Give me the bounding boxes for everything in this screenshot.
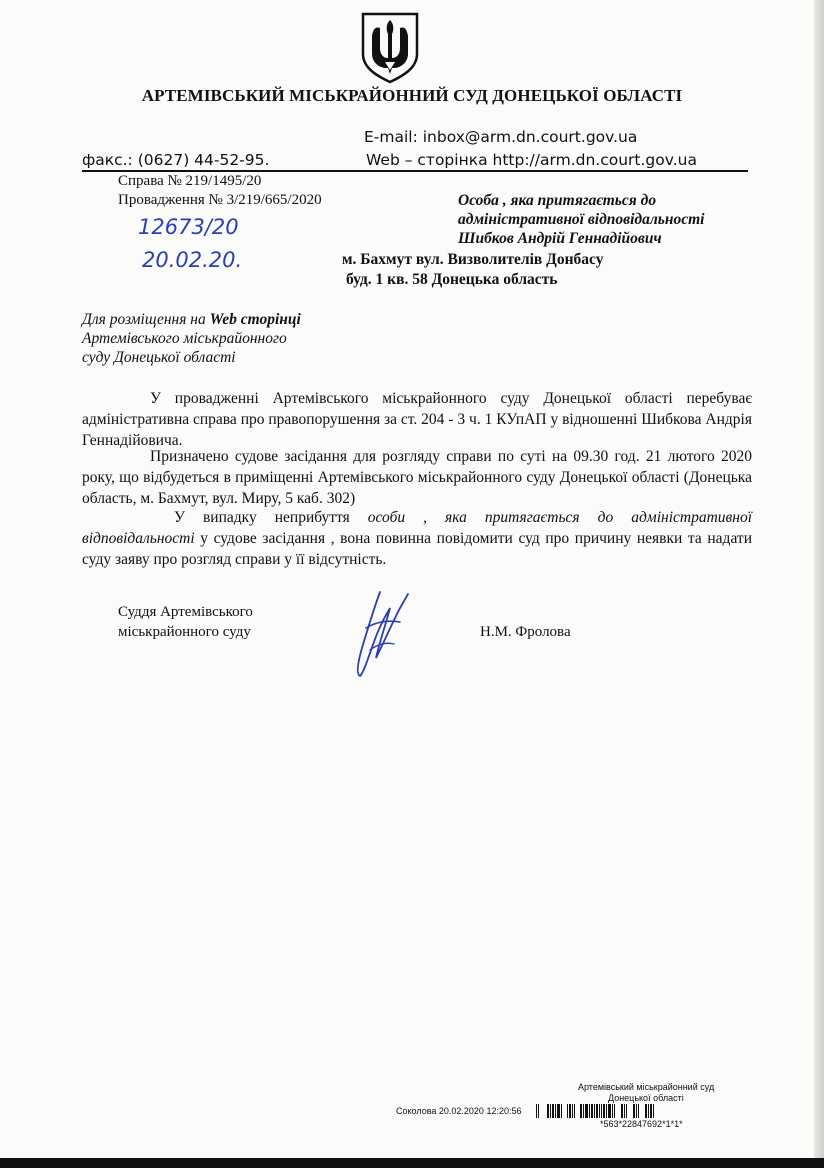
placement-note-line-1 xyxy=(82,311,301,329)
handwritten-date: 20.02.20. xyxy=(142,248,243,272)
proceeding-number: Провадження № 3/219/665/2020 xyxy=(118,192,322,208)
registration-barcode xyxy=(536,1104,655,1118)
placement-note-line-2: Артемівського міськрайонного xyxy=(82,330,287,347)
scan-bottom-border xyxy=(0,1158,824,1168)
placement-prefix: Для розміщення на xyxy=(82,311,206,328)
paragraph-case: У провадженні Артемівського міськрайонного суду Донецької області перебуває адміністративна справа про правопорушення за ст. 204 - 3 ч. 1 КУпАП у відношенні Шибкова Андрія Геннадійовича. xyxy=(82,390,752,449)
barcode-text: *563*22847692*1*1* xyxy=(600,1119,683,1129)
fax-line: факс.: (0627) 44-52-95. xyxy=(82,151,270,169)
body-paragraph-2 xyxy=(82,446,752,509)
stamp-court-line-1: Артемівський міськрайонний суд xyxy=(578,1082,715,1092)
placement-note-line-3: суду Донецької області xyxy=(82,349,236,366)
court-name-title: АРТЕМІВСЬКИЙ МІСЬКРАЙОННИЙ СУД ДОНЕЦЬКОЇ ОБЛАСТІ xyxy=(141,86,683,105)
page-edge-shadow xyxy=(814,0,824,1168)
addressee-line-1: Особа , яка притягається до xyxy=(458,192,657,209)
absence-start: У випадку неприбуття xyxy=(174,509,350,526)
addressee-line-2: адміністративної відповідальності xyxy=(458,211,705,228)
body-paragraph-1 xyxy=(82,388,752,451)
web-line: Web – сторінка http://arm.dn.court.gov.ua xyxy=(366,151,697,169)
addressee-building: буд. 1 кв. 58 Донецька область xyxy=(346,271,558,288)
addressee-street: м. Бахмут вул. Визволителів Донбасу xyxy=(342,251,604,268)
absence-end: у судове засідання , вона повинна повідомити суд про причину неявки та надати суду заяву про розгляд справи у її відсутність. xyxy=(82,530,752,568)
case-number: Справа № 219/1495/20 xyxy=(118,173,262,189)
judge-name: Н.М. Фролова xyxy=(480,624,571,640)
judge-role-line-2: міськрайонного суду xyxy=(118,624,251,640)
handwritten-registration: 12673/20 xyxy=(138,215,239,239)
addressee-name: Шибков Андрій Геннадійович xyxy=(458,230,662,247)
body-paragraph-3 xyxy=(82,507,752,570)
absence-italic: особи , яка притягається до адміністративної відповідальності xyxy=(82,509,752,547)
stamp-court-line-2: Донецької області xyxy=(608,1093,684,1103)
placement-web: Web xyxy=(209,311,237,328)
stamp-registrar: Соколова 20.02.2020 12:20:56 xyxy=(396,1106,522,1116)
paragraph-absence xyxy=(82,507,752,570)
placement-suffix: сторінці xyxy=(240,311,301,328)
email-line: E-mail: inbox@arm.dn.court.gov.ua xyxy=(364,128,638,146)
paragraph-hearing: Призначено судове засідання для розгляду справи по суті на 09.30 год. 21 лютого 2020 року, що відбудеться в приміщенні Артемівського міськрайонного суду Донецької області (Донецька область, м. Бахмут, вул. Миру, 5 каб. 302) xyxy=(82,448,752,507)
handwritten-signature xyxy=(340,588,420,680)
judge-role-line-1: Суддя Артемівського xyxy=(118,604,253,620)
coat-of-arms-emblem xyxy=(359,10,421,84)
header-divider xyxy=(82,170,748,172)
